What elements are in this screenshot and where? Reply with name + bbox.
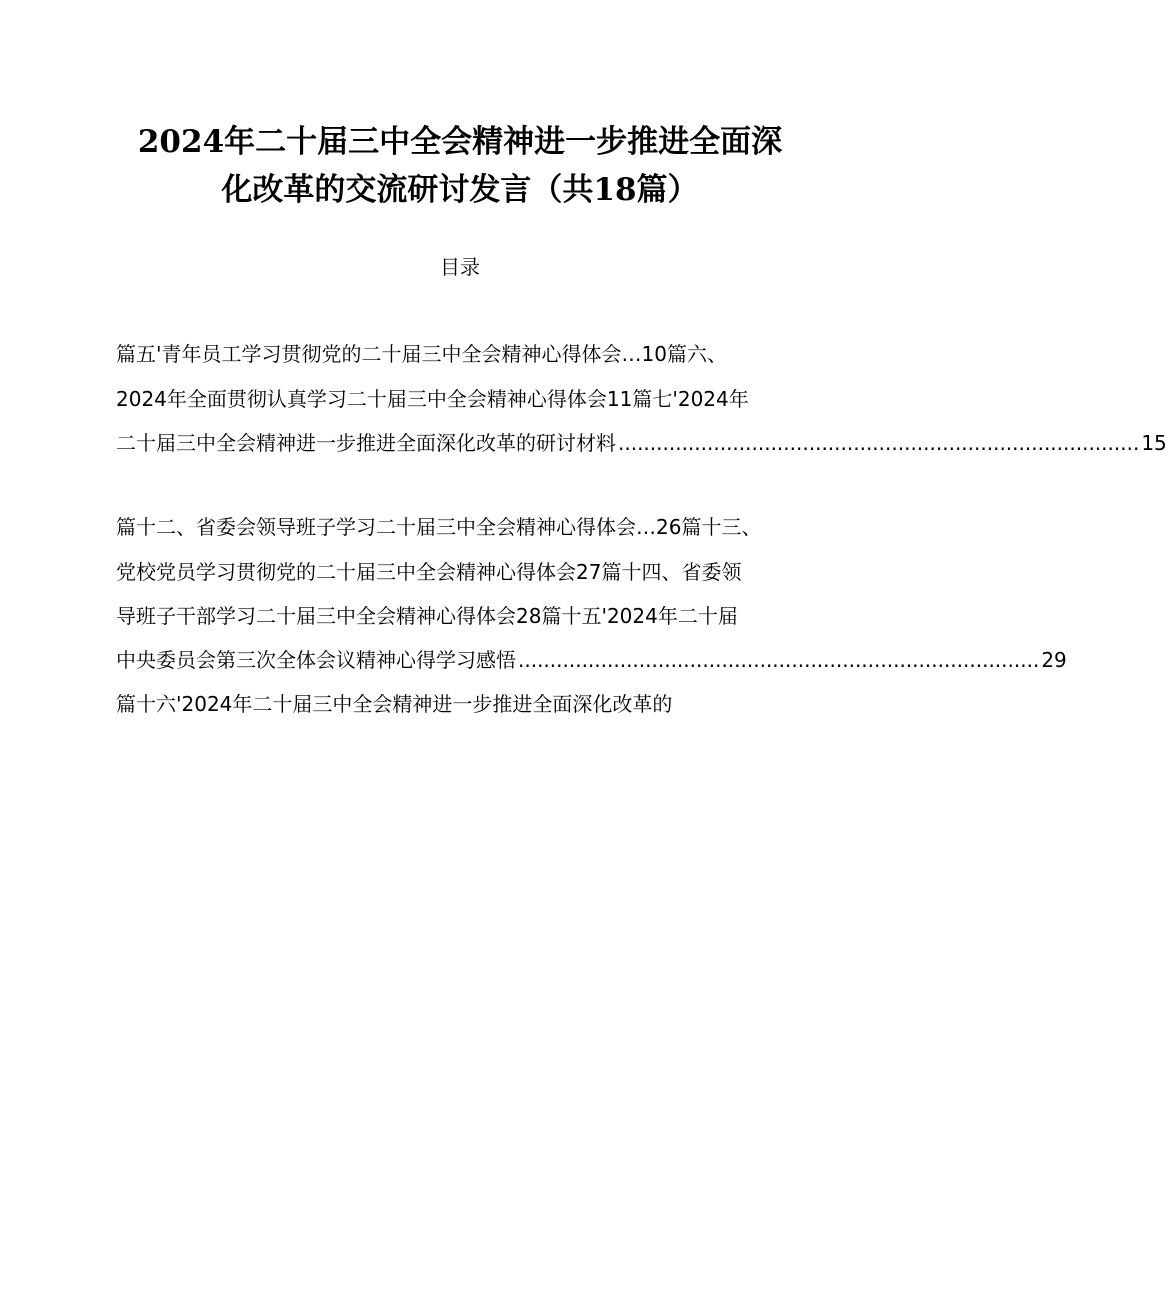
toc-entry-text: 中央委员会第三次全体会议精神心得学习感悟 (116, 648, 516, 672)
toc-line: 2024年全面贯彻认真学习二十届三中全会精神心得体会11篇七'2024年 (116, 387, 749, 411)
toc-line: 党校党员学习贯彻党的二十届三中全会精神心得体会27篇十四、省委领 (116, 560, 742, 584)
toc-heading: 目录 (440, 255, 480, 279)
toc-page-number: 29 (1041, 648, 1067, 672)
toc-line: 篇十六'2024年二十届三中全会精神进一步推进全面深化改革的 (116, 692, 673, 716)
toc-line: 篇五'青年员工学习贯彻党的二十届三中全会精神心得体会…10篇六、 (116, 342, 727, 366)
toc-leader-dots: .................................................................................. (618, 431, 1140, 455)
toc-entry-text: 二十届三中全会精神进一步推进全面深化改革的研讨材料 (116, 431, 616, 455)
toc-line: 导班子干部学习二十届三中全会精神心得体会28篇十五'2024年二十届 (116, 604, 738, 628)
toc-entry-with-page (116, 645, 1067, 675)
toc-entry-with-page (116, 428, 1167, 458)
toc-leader-dots: .................................................................................. (518, 648, 1040, 672)
toc-page-number: 15 (1141, 431, 1167, 455)
toc-line: 篇十二、省委会领导班子学习二十届三中全会精神心得体会…26篇十三、 (116, 515, 762, 539)
document-title-line-1: 2024年二十届三中全会精神进一步推进全面深 (137, 124, 783, 160)
document-title-line-2: 化改革的交流研讨发言（共18篇） (221, 172, 699, 208)
